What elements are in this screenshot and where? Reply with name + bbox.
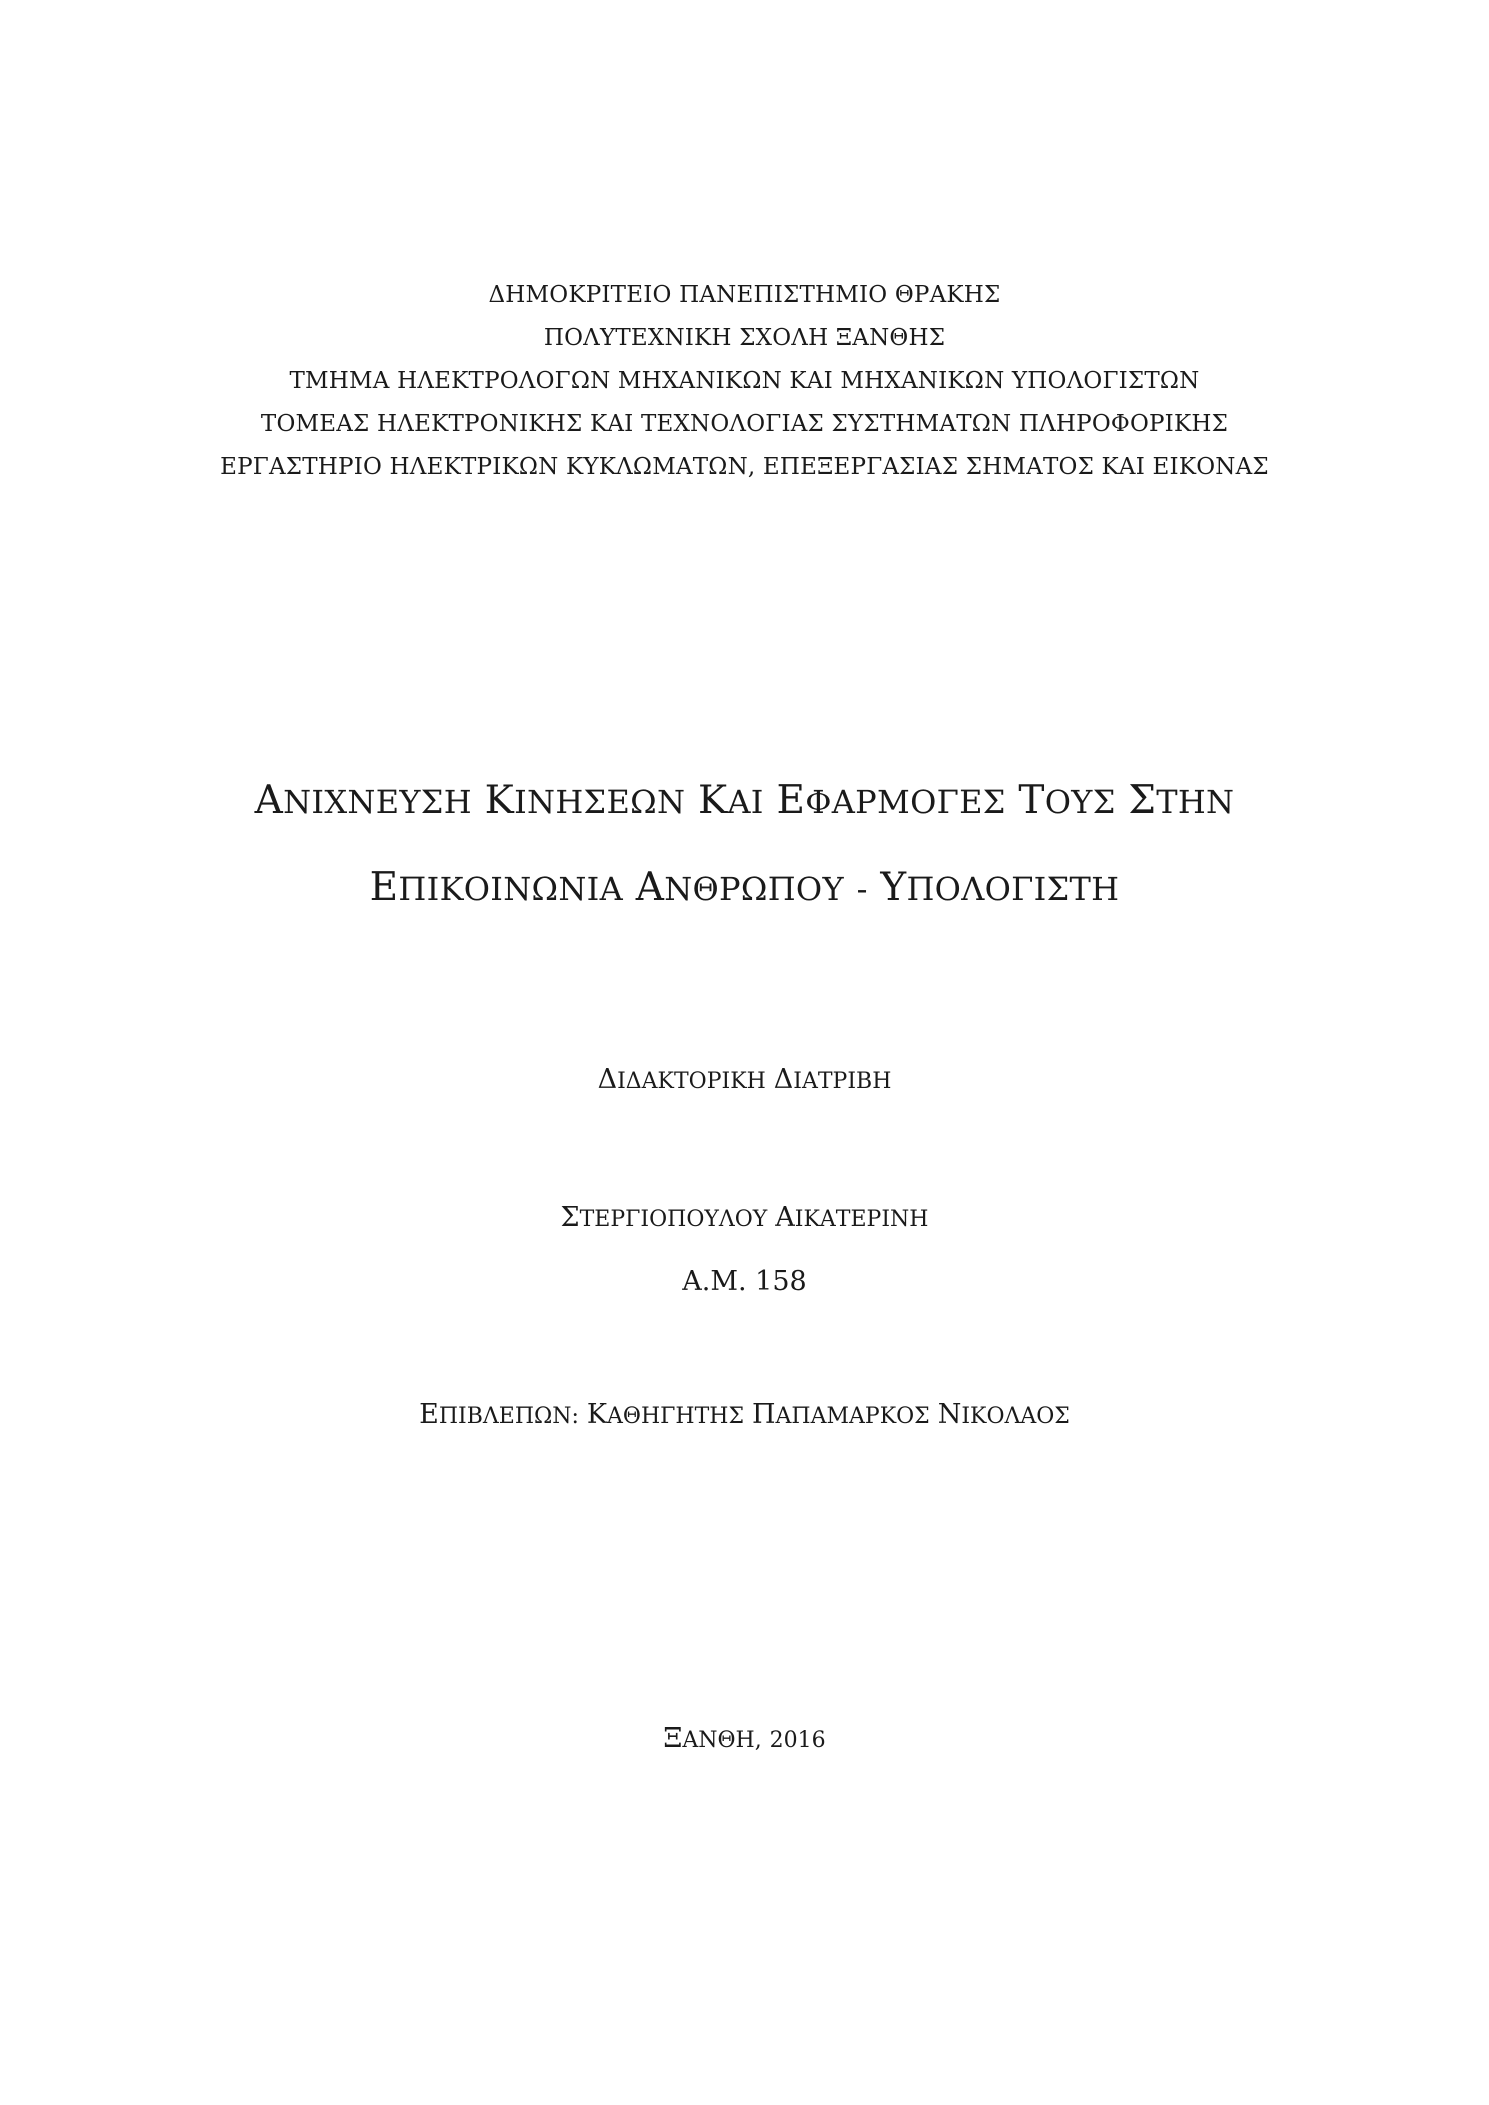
institution-header <box>0 274 1489 489</box>
thesis-title-line-2: ΕΠΙΚΟΙΝΩΝΙΑ ΑΝΘΡΩΠΟΥ - ΥΠΟΛΟΓΙΣΤΗ <box>369 865 1120 910</box>
author-name: ΣΤΕΡΓΙΟΠΟΥΛΟΥ ΑΙΚΑΤΕΡΙΝΗ <box>560 1202 929 1233</box>
laboratory-name: ΕΡΓΑΣΤΗΡΙΟ ΗΛΕΚΤΡΙΚΩΝ ΚΥΚΛΩΜΑΤΩΝ, ΕΠΕΞΕΡΓΑΣΙΑΣ ΣΗΜΑΤΟΣ ΚΑΙ ΕΙΚΟΝΑΣ <box>220 454 1269 480</box>
thesis-title-line-1: ΑΝΙΧΝΕΥΣΗ ΚΙΝΗΣΕΩΝ ΚΑΙ ΕΦΑΡΜΟΓΕΣ ΤΟΥΣ ΣΤΗΝ <box>254 778 1235 823</box>
place-and-date: ΞΑΝΘΗ, 2016 <box>663 1723 826 1754</box>
department-name: ΤΜΗΜΑ ΗΛΕΚΤΡΟΛΟΓΩΝ ΜΗΧΑΝΙΚΩΝ ΚΑΙ ΜΗΧΑΝΙΚΩΝ ΥΠΟΛΟΓΙΣΤΩΝ <box>289 368 1200 394</box>
thesis-title <box>0 758 1489 932</box>
document-type: ΔΙΔΑΚΤΟΡΙΚΗ ΔΙΑΤΡΙΒΗ <box>597 1064 892 1095</box>
university-name: ΔΗΜΟΚΡΙΤΕΙΟ ΠΑΝΕΠΙΣΤΗΜΙΟ ΘΡΑΚΗΣ <box>488 282 1001 308</box>
registration-number: Α.Μ. 158 <box>682 1266 807 1297</box>
supervisor: ΕΠΙΒΛΕΠΩΝ: ΚΑΘΗΓΗΤΗΣ ΠΑΠΑΜΑΡΚΟΣ ΝΙΚΟΛΑΟΣ <box>419 1399 1070 1430</box>
school-name: ΠΟΛΥΤΕΧΝΙΚΗ ΣΧΟΛΗ ΞΑΝΘΗΣ <box>543 325 946 351</box>
division-name: ΤΟΜΕΑΣ ΗΛΕΚΤΡΟΝΙΚΗΣ ΚΑΙ ΤΕΧΝΟΛΟΓΙΑΣ ΣΥΣΤΗΜΑΤΩΝ ΠΛΗΡΟΦΟΡΙΚΗΣ <box>260 411 1229 437</box>
